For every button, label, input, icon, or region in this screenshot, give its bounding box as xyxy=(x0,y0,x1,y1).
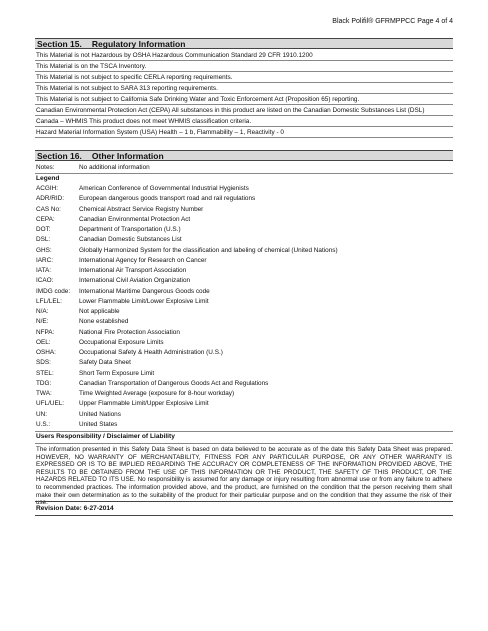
legend-abbr: IATA: xyxy=(36,267,52,274)
legend-definition: Canadian Environmental Protection Act xyxy=(79,215,191,223)
legend-abbr: N/E: xyxy=(36,318,49,326)
legend-item xyxy=(35,369,453,379)
divider xyxy=(35,501,453,502)
legend-definition: National Fire Protection Association xyxy=(79,328,180,336)
legend-abbr: NFPA: xyxy=(36,328,55,336)
page-header: Black Polifil® GFRMPPCC Page 4 of 4 xyxy=(332,18,453,25)
legend-abbr: IARC: xyxy=(36,256,54,264)
notes-label: Notes: xyxy=(36,164,55,171)
section-16-heading xyxy=(35,150,453,161)
legend-definition: American Conference of Governmental Industrial Hygienists xyxy=(79,185,249,192)
legend-title: Legend xyxy=(36,175,60,182)
legend-abbr: UN: xyxy=(36,410,48,418)
legend-definition: Safety Data Sheet xyxy=(79,359,131,367)
divider xyxy=(35,431,453,432)
legend-item xyxy=(35,317,453,327)
legend-abbr: ACGIH: xyxy=(36,185,59,192)
legend-item xyxy=(35,225,453,235)
legend-item xyxy=(35,307,453,317)
section-16-number: Section 16. xyxy=(37,151,82,161)
legend-abbr: OSHA: xyxy=(36,349,56,356)
legend-item xyxy=(35,276,453,286)
legend-item xyxy=(35,246,453,256)
legend-definition: International Maritime Dangerous Goods code xyxy=(79,287,210,295)
legend-definition: Canadian Transportation of Dangerous Goods Act and Regulations xyxy=(79,379,269,387)
legend-abbr: OEL: xyxy=(36,338,51,346)
disclaimer-title: Users Responsibility / Disclaimer of Liability xyxy=(36,433,175,440)
legend-abbr: DSL: xyxy=(36,236,51,244)
legend-item xyxy=(35,235,453,245)
legend-definition: United States xyxy=(79,420,118,428)
regulatory-row: Canada – WHMIS This product does not meet WHMIS classification criteria. xyxy=(35,116,453,127)
legend-abbr: GHS: xyxy=(36,246,52,254)
legend-item xyxy=(35,399,453,409)
regulatory-row: Canadian Environmental Protection Act (CEPA) All substances in this product are listed on the Canadian Domestic Substances List (DSL) xyxy=(35,105,453,116)
regulatory-row: This Material is not subject to specific CERLA reporting requirements. xyxy=(35,72,453,83)
legend-definition: Occupational Exposure Limits xyxy=(79,338,164,346)
legend-item xyxy=(35,338,453,348)
legend-definition: Globally Harmonized System for the classification and labeling of chemical (United Nations) xyxy=(79,246,338,254)
regulatory-row: Hazard Material Information System (USA) Health – 1 b, Flammability – 1, Reactivity - 0 xyxy=(35,127,453,138)
regulatory-row: This Material is not subject to SARA 313 reporting requirements. xyxy=(35,83,453,94)
legend-definition: International Agency for Research on Cancer xyxy=(79,256,207,264)
disclaimer-text: The information presented in this Safety Data Sheet is based on data believed to be accurate as of the date this Safety Data Sheet was prepared. HOWEVER, NO WARRANTY OF MERCHANTABILITY, FITNESS FOR ANY PARTICULAR PURPOSE, OR ANY OTHER WARRANTY IS EXPRESSED OR IS TO BE IMPLIED REGARDING THE ACCURACY OR COMPLETENESS OF THE INFORMATION PROVIDED ABOVE, THE RESULTS TO BE OBTAINED FROM THE USE OF THIS INFORMATION OR THE PRODUCT, THE SAFETY OF THIS PRODUCT, OR THE HAZARDS RELATED TO ITS USE. No responsibility is assumed for any damage or injury resulting from abnormal use or from any failure to adhere to recommended practices. The information provided above, and the product, are furnished on the condition that the person receiving them shall make their own determination as to the suitability of the product for their particular purpose and on the condition that they assume the risk of their use. xyxy=(36,446,452,507)
legend-list xyxy=(35,184,453,430)
regulatory-row: This Material is not Hazardous by OSHA Hazardous Communication Standard 29 CFR 1910.1200 xyxy=(35,50,453,61)
divider xyxy=(35,443,453,444)
legend-definition: European dangerous goods transport road and rail regulations xyxy=(79,195,256,203)
legend-item xyxy=(35,410,453,420)
regulatory-row: This Material is not subject to California Safe Drinking Water and Toxic Enforcement Act (Proposition 65) reporting. xyxy=(35,94,453,105)
legend-abbr: LFL/LEL: xyxy=(36,297,62,305)
legend-item xyxy=(35,215,453,225)
notes-value: No additional information xyxy=(79,164,150,171)
legend-item xyxy=(35,420,453,430)
legend-abbr: N/A: xyxy=(36,308,49,315)
legend-item xyxy=(35,389,453,399)
legend-abbr: STEL: xyxy=(36,369,54,377)
legend-abbr: TWA: xyxy=(36,390,52,397)
legend-item xyxy=(35,348,453,358)
legend-abbr: ICAO: xyxy=(36,277,54,285)
legend-definition: Upper Flammable Limit/Upper Explosive Limit xyxy=(79,400,209,408)
legend-abbr: UFL/UEL: xyxy=(36,400,65,408)
legend-definition: Short Term Exposure Limit xyxy=(79,369,155,377)
section-16-title: Other Information xyxy=(91,151,164,161)
section-15-number: Section 15. xyxy=(37,39,82,49)
legend-abbr: ADR/RID: xyxy=(36,195,65,203)
legend-item xyxy=(35,184,453,194)
section-15-title: Regulatory Information xyxy=(91,39,186,49)
legend-definition: Time Weighted Average (exposure for 8-hour workday) xyxy=(79,390,235,397)
legend-item xyxy=(35,297,453,307)
legend-item xyxy=(35,358,453,368)
legend-abbr: TDG: xyxy=(36,379,52,387)
legend-definition: International Civil Aviation Organization xyxy=(79,277,191,285)
legend-abbr: U.S.: xyxy=(36,420,51,428)
legend-abbr: SDS: xyxy=(36,359,51,367)
legend-item xyxy=(35,205,453,215)
legend-definition: Not applicable xyxy=(79,308,120,315)
legend-definition: United Nations xyxy=(79,410,121,418)
legend-abbr: DOT: xyxy=(36,226,51,233)
legend-item xyxy=(35,379,453,389)
legend-item xyxy=(35,266,453,276)
legend-definition: Lower Flammable Limit/Lower Explosive Limit xyxy=(79,297,209,305)
legend-abbr: IMDG code: xyxy=(36,287,71,295)
legend-definition: Chemical Abstract Service Registry Number xyxy=(79,205,204,213)
legend-abbr: CAS No: xyxy=(36,205,61,213)
legend-item xyxy=(35,256,453,266)
legend-definition: International Air Transport Association xyxy=(79,267,187,274)
notes-row xyxy=(35,163,453,174)
legend-abbr: CEPA: xyxy=(36,215,55,223)
divider xyxy=(35,515,453,516)
legend-item xyxy=(35,194,453,204)
revision-date: Revision Date: 6-27-2014 xyxy=(36,505,114,512)
legend-definition: None established xyxy=(79,318,129,326)
legend-definition: Occupational Safety & Health Administration (U.S.) xyxy=(79,349,223,356)
legend-item xyxy=(35,287,453,297)
section-15-heading xyxy=(35,38,453,49)
regulatory-row: This Material is on the TSCA Inventory. xyxy=(35,61,453,72)
legend-definition: Department of Transportation (U.S.) xyxy=(79,226,181,233)
legend-definition: Canadian Domestic Substances List xyxy=(79,236,182,244)
legend-item xyxy=(35,328,453,338)
